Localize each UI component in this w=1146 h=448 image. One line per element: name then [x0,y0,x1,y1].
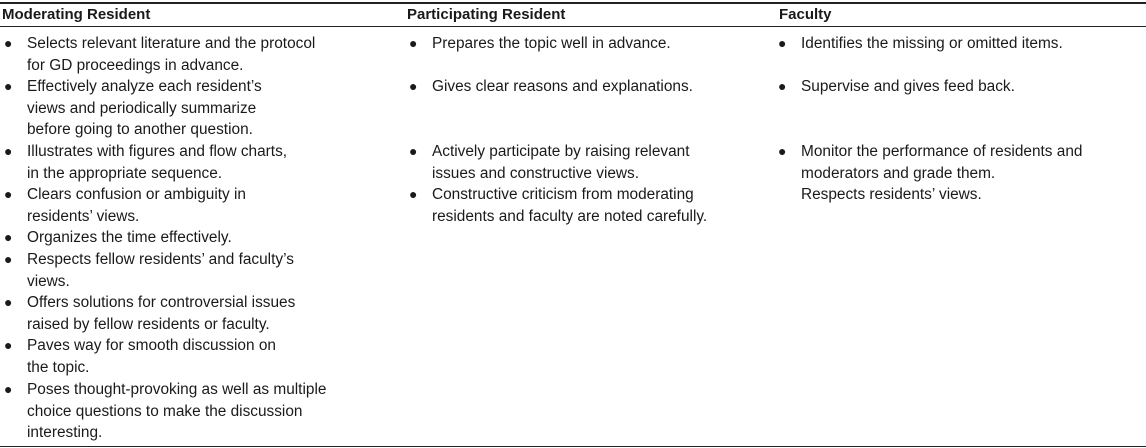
bullet-icon: ● [778,143,787,159]
list-item-line: Organizes the time effectively. [27,229,232,246]
bullet-icon: ● [4,381,13,397]
bullet-icon: ● [778,78,787,94]
list-item-line: residents and faculty are noted carefully. [432,207,708,225]
bullet-icon: ● [4,186,13,202]
bullet-icon: ● [4,35,13,51]
list-item-line: views and periodically summarize [27,99,257,117]
bullet-icon: ● [409,143,418,159]
list-item-text [801,76,1015,98]
list-item-line: choice questions to make the discussion [27,402,303,420]
list-item-text [432,76,693,98]
bullet-icon: ● [409,186,418,202]
bullet-icon: ● [4,78,13,94]
bullet-icon: ● [4,143,13,159]
list-item-line: Offers solutions for controversial issues [27,294,296,311]
list-item-line: residents’ views. [27,207,140,225]
list-item-line: the topic. [27,358,90,376]
list-item-line: interesting. [27,424,103,442]
list-item-line: views. [27,272,70,290]
list-item-line: Gives clear reasons and explanations. [432,78,693,95]
header-faculty: Faculty [779,6,832,23]
list-item-text [432,141,690,184]
list-item-line: for GD proceedings in advance. [27,56,244,74]
list-item-line: Poses thought-provoking as well as multiple [27,381,327,398]
list-item-text [801,33,1063,55]
header-participating-resident: Participating Resident [407,6,566,23]
list-item-line: Prepares the topic well in advance. [432,35,671,52]
list-item-line: before going to another question. [27,121,253,139]
list-item-text [27,379,326,444]
list-item-text [27,184,246,227]
list-item-line: Respects fellow residents’ and faculty’s [27,251,294,268]
list-item-text [27,33,315,76]
list-item-line: Monitor the performance of residents and [801,143,1083,160]
list-item-text [27,335,276,378]
bullet-icon: ● [4,251,13,267]
header-moderating-resident: Moderating Resident [2,6,151,23]
list-item-line: Constructive criticism from moderating [432,186,694,203]
list-item-line: Paves way for smooth discussion on [27,337,276,354]
header-rule [0,26,1146,27]
bullet-icon: ● [4,294,13,310]
table-top-rule [0,2,1146,4]
bullet-icon: ● [4,337,13,353]
list-item-text [27,141,287,184]
table-bottom-rule [0,446,1146,447]
list-item-text [27,76,262,141]
list-item-line: Effectively analyze each resident’s [27,78,262,95]
list-item-text [801,141,1082,206]
list-item-line: issues and constructive views. [432,164,640,182]
bullet-icon: ● [409,35,418,51]
list-item-line: Respects residents’ views. [801,186,982,204]
bullet-icon: ● [778,35,787,51]
list-item-text [27,249,294,292]
list-item-line: Actively participate by raising relevant [432,143,690,160]
list-item-text [432,33,671,55]
list-item-text [27,227,232,249]
bullet-icon: ● [409,78,418,94]
list-item-text [27,292,295,335]
list-item-text [432,184,707,227]
list-item-line: in the appropriate sequence. [27,164,223,182]
list-item-line: Clears confusion or ambiguity in [27,186,246,203]
bullet-icon: ● [4,229,13,245]
list-item-line: Illustrates with figures and flow charts, [27,143,288,160]
list-item-line: moderators and grade them. [801,164,996,182]
list-item-line: Identifies the missing or omitted items. [801,35,1063,52]
list-item-line: Selects relevant literature and the protocol [27,35,316,52]
list-item-line: raised by fellow residents or faculty. [27,315,270,333]
list-item-line: Supervise and gives feed back. [801,78,1015,95]
